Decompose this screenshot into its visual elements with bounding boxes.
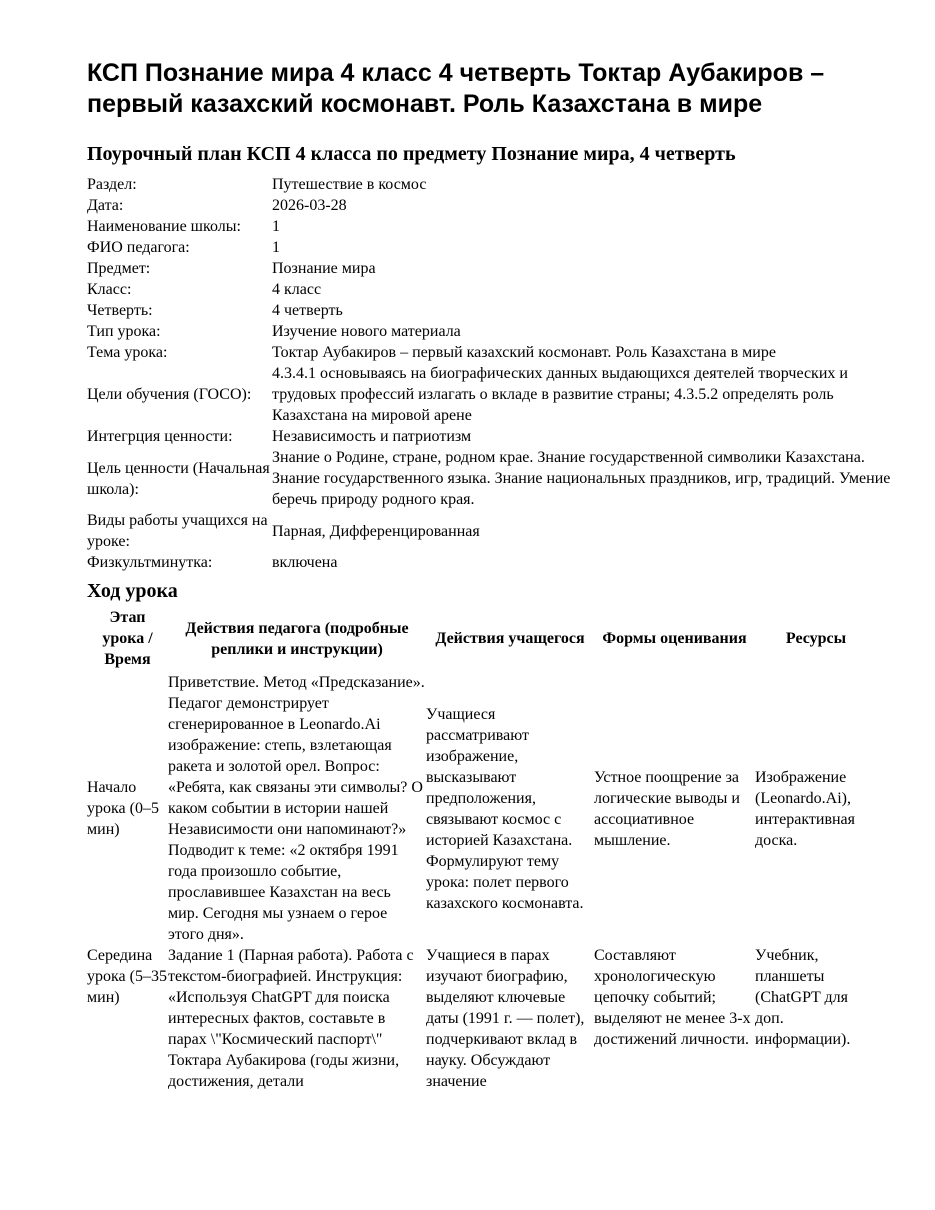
resources-cell: Изображение (Leonardo.Ai), интерактивная доска. [755,768,856,849]
lesson-row [87,672,877,945]
resources-cell: Учебник, планшеты (ChatGPT для доп. информации). [755,947,851,1048]
info-table [87,174,897,573]
info-value: Токтар Аубакиров – первый казахский космонавт. Роль Казахстана в мире [272,344,776,361]
info-value: Изучение нового материала [272,323,461,340]
info-value: Знание о Родине, стране, родном крае. Знание государственной символики Казахстана. Знание государственного языка. Знание национальных праздников, игр, традиций. Умение беречь природу родного края. [272,449,891,508]
info-value: 2026-03-28 [272,197,347,214]
info-label: Интегрция ценности: [87,428,233,445]
info-label: ФИО педагога: [87,239,190,256]
info-label: Четверть: [87,302,153,319]
header-resources: Ресурсы [785,630,847,647]
plan-heading: Поурочный план КСП 4 класса по предмету Познание мира, 4 четверть [87,143,736,165]
info-row [87,237,897,258]
info-value: включена [272,554,338,571]
info-label: Цели обучения (ГОСО): [87,386,252,403]
info-label: Физкультминутка: [87,554,213,571]
info-row [87,447,897,510]
info-label: Раздел: [87,176,137,193]
info-row [87,279,897,300]
header-student: Действия учащегося [435,630,585,647]
header-assessment: Формы оценивания [602,630,747,647]
info-label: Тема урока: [87,344,168,361]
info-row [87,510,897,552]
teacher-actions-cell: Приветствие. Метод «Предсказание». Педагог демонстрирует сгенерированное в Leonardo.Ai изображение: степь, взлетающая ракета и золотой орел. Вопрос: «Ребята, как связаны эти символы? О каком событии в истории нашей Независимости они напоминают?» Подводит к теме: «2 октября 1991 года произошло событие, прославившее Казахстан на весь мир. Сегодня мы узнаем о герое этого дня». [168,674,425,943]
info-value: Независимость и патриотизм [272,428,472,445]
info-value: Познание мира [272,260,376,277]
info-value: 1 [272,218,280,235]
course-heading: Ход урока [87,580,178,602]
info-label: Предмет: [87,260,151,277]
info-value: Путешествие в космос [272,176,427,193]
info-row [87,258,897,279]
info-label: Тип урока: [87,323,161,340]
info-row [87,174,897,195]
student-actions-cell: Учащиеся в парах изучают биографию, выделяют ключевые даты (1991 г. — полет), подчеркивают вклад в науку. Обсуждают значение [426,947,585,1090]
info-label: Наименование школы: [87,218,241,235]
assessment-cell: Устное поощрение за логические выводы и ассоциативное мышление. [594,768,740,849]
info-row [87,321,897,342]
document-page [87,58,897,1092]
stage-cell: Начало урока (0–5 мин) [87,779,159,838]
info-value: 4.3.4.1 основываясь на биографических данных выдающихся деятелей творческих и трудовых профессий излагать о вкладе в развитие страны; 4.3.5.2 определять роль Казахстана на мировой арене [272,365,848,424]
info-row [87,363,897,426]
info-row [87,216,897,237]
info-row [87,195,897,216]
info-row [87,426,897,447]
info-label: Цель ценности (Начальная школа): [87,459,270,498]
header-stage: Этап урока / Время [102,609,153,668]
teacher-actions-cell: Задание 1 (Парная работа). Работа с текстом-биографией. Инструкция: «Используя ChatGPT для поиска интересных фактов, составьте в парах \"Космический паспорт\" Токтара Аубакирова (годы жизни, достижения, детали [168,947,414,1090]
lesson-table [87,607,877,1092]
info-label: Класс: [87,281,132,298]
info-label: Виды работы учащихся на уроке: [87,512,268,550]
student-actions-cell: Учащиеся рассматривают изображение, высказывают предположения, связывают космос с историей Казахстана. Формулируют тему урока: полет первого казахского космонавта. [426,705,584,912]
info-row [87,552,897,573]
info-row [87,300,897,321]
info-value: Парная, Дифференцированная [272,522,480,540]
document-title: КСП Познание мира 4 класс 4 четверть Токтар Аубакиров – первый казахский космонавт. Роль Казахстана в мире [87,59,825,118]
lesson-header-row [87,607,877,672]
info-value: 4 класс [272,281,322,298]
info-label: Дата: [87,197,124,214]
assessment-cell: Составляют хронологическую цепочку событий; выделяют не менее 3-х достижений личности. [594,947,751,1048]
stage-cell: Середина урока (5–35 мин) [87,947,167,1006]
info-value: 4 четверть [272,302,343,319]
info-value: 1 [272,239,280,256]
header-teacher: Действия педагога (подробные реплики и инструкции) [185,619,409,658]
lesson-row [87,945,877,1092]
info-row [87,342,897,363]
